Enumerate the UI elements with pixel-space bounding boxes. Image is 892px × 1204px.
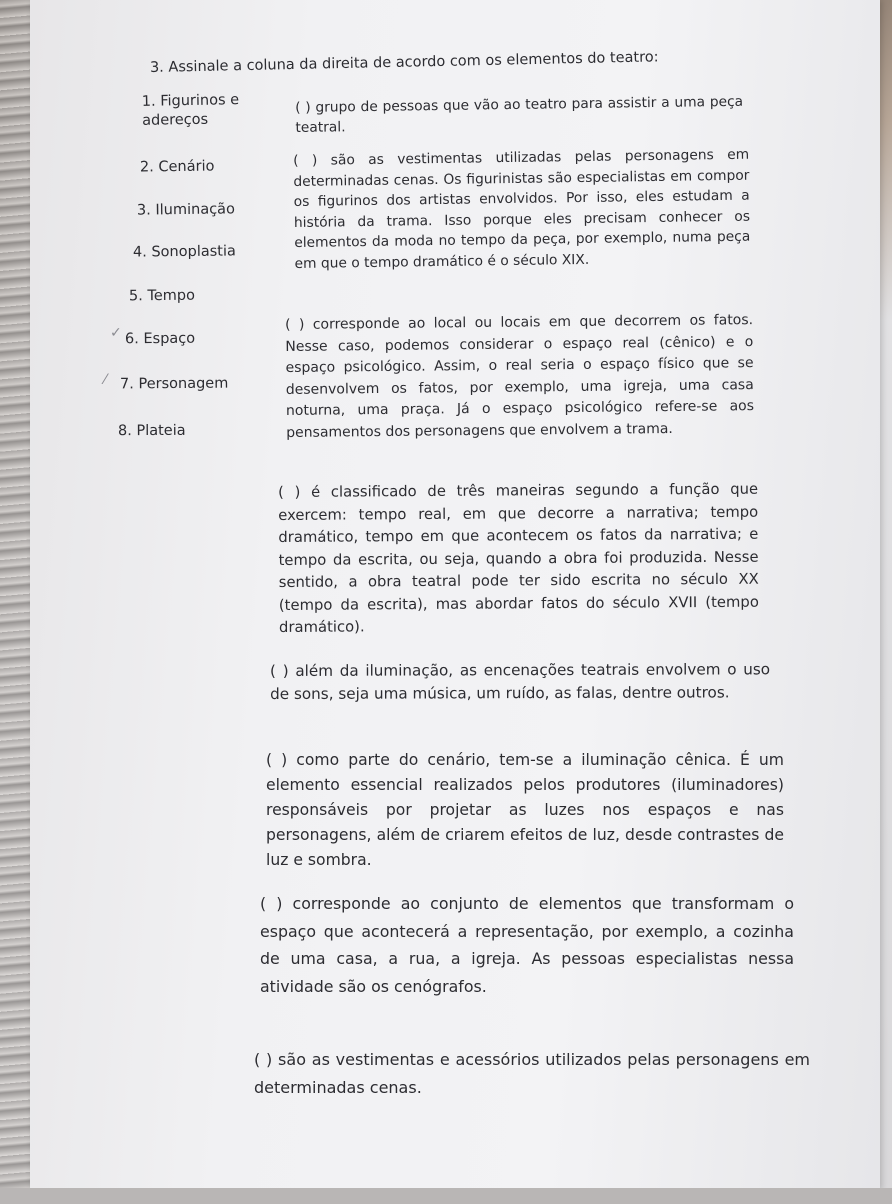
option-figurinos-description: ( ) são as vestimentas utilizadas pelas personagens em determinadas cenas. Os figurinistas são especialistas em compor os figurinos dos artistas envolvidos. Por isso, eles estudam a história da trama. Isso porque eles precisam conhecer os elementos da moda no tempo da peça, por exemplo, numa peça em que o tempo dramático é o século XIX. [293,146,751,272]
left-item-iluminacao: 3. Iluminação [136,201,236,219]
option-iluminacao-description: ( ) como parte do cenário, tem-se a iluminação cênica. É um elemento essencial realizados pelos produtores (iluminadores) responsáveis por projetar as luzes nos espaços e nas personagens, além de criarem efeitos de luz, desde contrastes de luz e sombra. [266,751,784,869]
left-item-sonoplastia: 4. Sonoplastia [132,243,236,261]
option-figurinos-adereços-description: ( ) são as vestimentas e acessórios utilizados pelas personagens em determinadas cenas. [254,1050,810,1097]
pencil-mark: ⁄ [104,372,107,388]
left-item-figurinos: 1. Figurinos e adereços [141,92,240,129]
option-tempo-description: ( ) é classificado de três maneiras segundo a função que exercem: tempo real, em que decorre a narrativa; tempo dramático, tempo em que acontecem os fatos da narrativa; e tempo da escrita, ou seja, quando a obra foi produzida. Nesse sentido, a obra teatral pode ter sido escrita no século XX (tempo da escrita), mas abordar fatos do século XVII (tempo dramático). [278,480,759,636]
left-item-personagem: 7. Personagem [119,375,229,393]
pencil-mark: ✓ [110,325,122,341]
left-item-plateia: 8. Plateia [117,422,186,440]
question-title: 3. Assinale a coluna da direita de acordo com os elementos do teatro: [149,49,659,76]
option-cenario-description: ( ) corresponde ao conjunto de elementos que transformam o espaço que acontecerá a representação, por exemplo, a cozinha de uma casa, a rua, a igreja. As pessoas especialistas nessa atividade são os cenógrafos. [260,894,794,996]
option-sonoplastia-description: ( ) além da iluminação, as encenações teatrais envolvem o uso de sons, seja uma música, um ruído, as falas, dentre outros. [270,660,771,703]
left-item-espaco: 6. Espaço [124,330,196,348]
option-espaco-description: ( ) corresponde ao local ou locais em que decorrem os fatos. Nesse caso, podemos considerar o espaço real (cênico) e o espaço psicológico. Assim, o real seria o espaço físico que se desenvolvem os fatos, por exemplo, uma igreja, uma casa noturna, uma praça. Já o espaço psicológico refere-se aos pensamentos dos personagens que envolvem a trama. [285,312,755,441]
left-item-cenario: 2. Cenário [139,158,215,176]
option-plateia-description: ( ) grupo de pessoas que vão ao teatro para assistir a uma peça teatral. [295,93,744,136]
left-item-tempo: 5. Tempo [128,287,196,305]
